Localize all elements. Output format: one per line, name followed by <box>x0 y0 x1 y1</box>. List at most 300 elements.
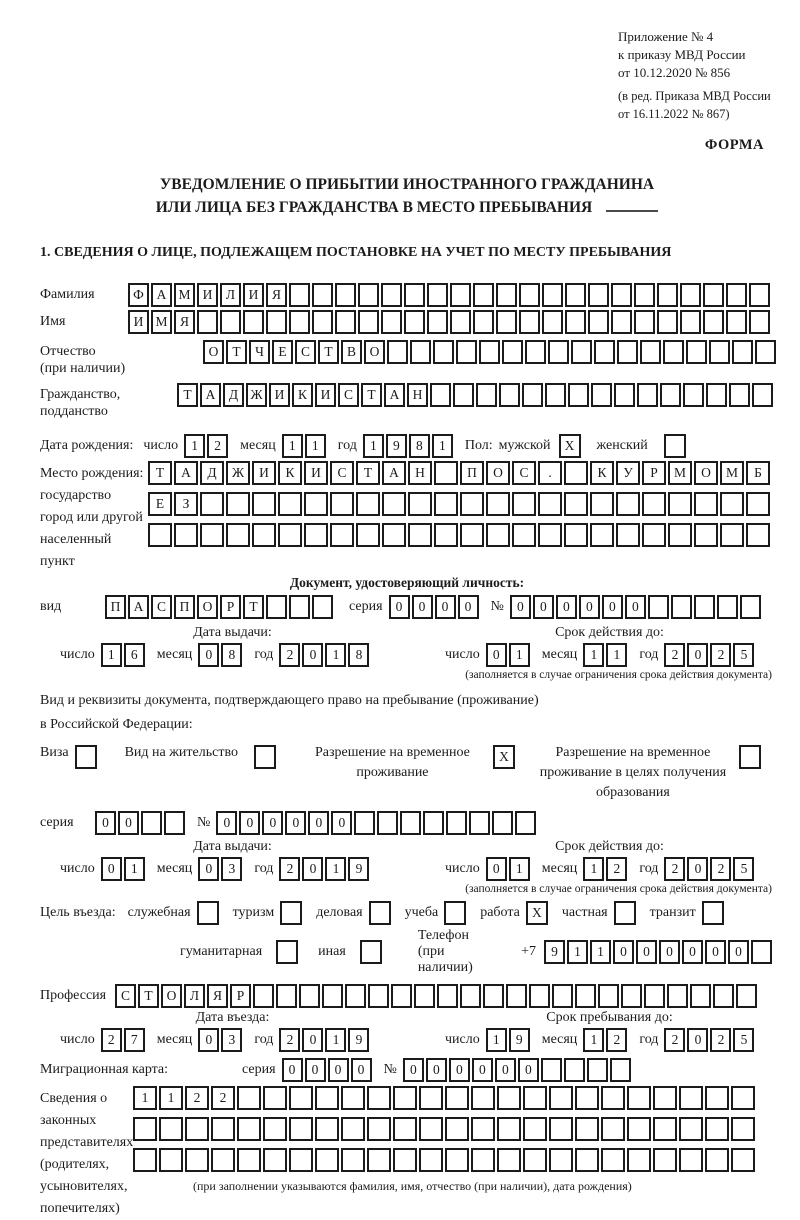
form-cell[interactable] <box>404 283 425 307</box>
form-cell[interactable] <box>634 310 655 334</box>
form-cell[interactable]: О <box>364 340 385 364</box>
form-cell[interactable] <box>705 1086 729 1110</box>
form-cell[interactable] <box>746 492 770 516</box>
form-cell[interactable]: Д <box>200 461 224 485</box>
form-cell[interactable] <box>731 1117 755 1141</box>
form-cell[interactable] <box>450 310 471 334</box>
form-cell[interactable]: 0 <box>687 1028 708 1052</box>
form-cell[interactable] <box>746 523 770 547</box>
form-cell[interactable]: 0 <box>687 643 708 667</box>
form-cell[interactable] <box>360 940 382 964</box>
form-cell[interactable] <box>590 492 614 516</box>
form-cell[interactable]: И <box>304 461 328 485</box>
form-cell[interactable] <box>315 1086 339 1110</box>
form-cell[interactable] <box>587 1058 608 1082</box>
form-cell[interactable] <box>408 523 432 547</box>
form-cell[interactable]: Л <box>220 283 241 307</box>
form-cell[interactable]: В <box>341 340 362 364</box>
form-cell[interactable] <box>367 1086 391 1110</box>
form-cell[interactable]: Е <box>272 340 293 364</box>
form-cell[interactable]: 0 <box>101 857 122 881</box>
form-cell[interactable] <box>752 383 773 407</box>
form-cell[interactable] <box>419 1117 443 1141</box>
form-cell[interactable]: Ж <box>226 461 250 485</box>
form-cell[interactable] <box>393 1117 417 1141</box>
form-cell[interactable] <box>640 340 661 364</box>
form-cell[interactable] <box>571 340 592 364</box>
form-cell[interactable] <box>433 340 454 364</box>
form-cell[interactable]: 1 <box>567 940 588 964</box>
form-cell[interactable] <box>450 283 471 307</box>
form-cell[interactable] <box>568 383 589 407</box>
form-cell[interactable]: Я <box>207 984 228 1008</box>
form-cell[interactable]: 8 <box>409 434 430 458</box>
form-cell[interactable] <box>469 811 490 835</box>
form-cell[interactable]: 0 <box>198 857 219 881</box>
form-cell[interactable] <box>621 984 642 1008</box>
form-cell[interactable]: И <box>243 283 264 307</box>
form-cell[interactable] <box>345 984 366 1008</box>
form-cell[interactable] <box>479 340 500 364</box>
form-cell[interactable] <box>591 383 612 407</box>
form-cell[interactable] <box>159 1117 183 1141</box>
form-cell[interactable]: 7 <box>124 1028 145 1052</box>
form-cell[interactable]: 1 <box>101 643 122 667</box>
form-cell[interactable] <box>690 984 711 1008</box>
form-cell[interactable] <box>456 340 477 364</box>
form-cell[interactable]: С <box>295 340 316 364</box>
form-cell[interactable] <box>460 523 484 547</box>
form-cell[interactable] <box>473 310 494 334</box>
form-cell[interactable]: 2 <box>185 1086 209 1110</box>
form-cell[interactable] <box>601 1117 625 1141</box>
form-cell[interactable] <box>220 310 241 334</box>
form-cell[interactable] <box>601 1148 625 1172</box>
form-cell[interactable] <box>471 1086 495 1110</box>
form-cell[interactable] <box>627 1148 651 1172</box>
form-cell[interactable] <box>266 595 287 619</box>
form-cell[interactable] <box>588 310 609 334</box>
form-cell[interactable]: 1 <box>133 1086 157 1110</box>
form-cell[interactable]: 1 <box>590 940 611 964</box>
form-cell[interactable] <box>330 492 354 516</box>
form-cell[interactable] <box>575 1148 599 1172</box>
form-cell[interactable]: 9 <box>348 857 369 881</box>
form-cell[interactable]: К <box>278 461 302 485</box>
form-cell[interactable] <box>382 523 406 547</box>
form-cell[interactable] <box>133 1148 157 1172</box>
form-cell[interactable] <box>496 283 517 307</box>
form-cell[interactable]: 1 <box>486 1028 507 1052</box>
form-cell[interactable]: 0 <box>659 940 680 964</box>
form-cell[interactable] <box>473 283 494 307</box>
form-cell[interactable]: 0 <box>613 940 634 964</box>
form-cell[interactable]: С <box>115 984 136 1008</box>
form-cell[interactable]: 0 <box>486 643 507 667</box>
form-cell[interactable] <box>522 383 543 407</box>
form-cell[interactable] <box>356 492 380 516</box>
form-cell[interactable]: 1 <box>509 857 530 881</box>
form-cell[interactable]: 1 <box>583 1028 604 1052</box>
form-cell[interactable] <box>668 523 692 547</box>
form-cell[interactable] <box>226 492 250 516</box>
form-cell[interactable]: 5 <box>733 857 754 881</box>
form-cell[interactable] <box>713 984 734 1008</box>
form-cell[interactable] <box>529 984 550 1008</box>
form-cell[interactable] <box>667 984 688 1008</box>
form-cell[interactable]: Е <box>148 492 172 516</box>
form-cell[interactable] <box>497 1117 521 1141</box>
form-cell[interactable]: 0 <box>198 643 219 667</box>
form-cell[interactable]: П <box>105 595 126 619</box>
form-cell[interactable]: 1 <box>606 643 627 667</box>
form-cell[interactable]: С <box>151 595 172 619</box>
form-cell[interactable]: 1 <box>583 857 604 881</box>
form-cell[interactable] <box>226 523 250 547</box>
form-cell[interactable] <box>304 523 328 547</box>
form-cell[interactable] <box>614 383 635 407</box>
form-cell[interactable] <box>751 940 772 964</box>
form-cell[interactable] <box>197 901 219 925</box>
form-cell[interactable] <box>564 492 588 516</box>
form-cell[interactable] <box>486 492 510 516</box>
form-cell[interactable] <box>506 984 527 1008</box>
form-cell[interactable]: О <box>486 461 510 485</box>
form-cell[interactable]: Ч <box>249 340 270 364</box>
form-cell[interactable]: 2 <box>279 857 300 881</box>
form-cell[interactable] <box>634 283 655 307</box>
form-cell[interactable]: 1 <box>325 643 346 667</box>
form-cell[interactable]: М <box>720 461 744 485</box>
form-cell[interactable]: С <box>330 461 354 485</box>
form-cell[interactable] <box>445 1086 469 1110</box>
form-cell[interactable] <box>598 984 619 1008</box>
form-cell[interactable]: 1 <box>325 857 346 881</box>
form-cell[interactable] <box>266 310 287 334</box>
form-cell[interactable]: 1 <box>305 434 326 458</box>
form-cell[interactable]: 0 <box>118 811 139 835</box>
form-cell[interactable]: Д <box>223 383 244 407</box>
form-cell[interactable]: 9 <box>386 434 407 458</box>
form-cell[interactable]: 1 <box>509 643 530 667</box>
form-cell[interactable]: И <box>197 283 218 307</box>
form-cell[interactable]: 1 <box>184 434 205 458</box>
form-cell[interactable] <box>664 434 686 458</box>
form-cell[interactable] <box>732 340 753 364</box>
form-cell[interactable]: Р <box>642 461 666 485</box>
form-cell[interactable]: А <box>200 383 221 407</box>
form-cell[interactable] <box>427 310 448 334</box>
form-cell[interactable]: 0 <box>198 1028 219 1052</box>
form-cell[interactable] <box>437 984 458 1008</box>
form-cell[interactable] <box>729 383 750 407</box>
form-cell[interactable] <box>141 811 162 835</box>
form-cell[interactable]: 0 <box>579 595 600 619</box>
form-cell[interactable] <box>683 383 704 407</box>
form-cell[interactable]: 2 <box>710 857 731 881</box>
form-cell[interactable] <box>312 283 333 307</box>
form-cell[interactable] <box>354 811 375 835</box>
form-cell[interactable] <box>706 383 727 407</box>
form-cell[interactable] <box>642 523 666 547</box>
form-cell[interactable] <box>252 492 276 516</box>
form-cell[interactable] <box>367 1148 391 1172</box>
form-cell[interactable] <box>211 1117 235 1141</box>
form-cell[interactable] <box>680 310 701 334</box>
form-cell[interactable] <box>755 340 776 364</box>
form-cell[interactable] <box>330 523 354 547</box>
form-cell[interactable] <box>312 595 333 619</box>
form-cell[interactable] <box>552 984 573 1008</box>
form-cell[interactable] <box>496 310 517 334</box>
form-cell[interactable]: 0 <box>302 643 323 667</box>
form-cell[interactable] <box>731 1086 755 1110</box>
form-cell[interactable] <box>280 901 302 925</box>
form-cell[interactable]: 0 <box>602 595 623 619</box>
form-cell[interactable]: О <box>694 461 718 485</box>
form-cell[interactable] <box>519 283 540 307</box>
form-cell[interactable] <box>499 383 520 407</box>
form-cell[interactable]: 0 <box>435 595 456 619</box>
form-cell[interactable]: Т <box>243 595 264 619</box>
form-cell[interactable]: 2 <box>664 1028 685 1052</box>
form-cell[interactable]: А <box>128 595 149 619</box>
form-cell[interactable] <box>657 310 678 334</box>
form-cell[interactable]: Р <box>220 595 241 619</box>
form-cell[interactable] <box>445 1117 469 1141</box>
form-cell[interactable] <box>538 492 562 516</box>
form-cell[interactable]: 0 <box>518 1058 539 1082</box>
form-cell[interactable] <box>703 283 724 307</box>
form-cell[interactable] <box>312 310 333 334</box>
form-cell[interactable] <box>393 1086 417 1110</box>
form-cell[interactable] <box>502 340 523 364</box>
form-cell[interactable]: 2 <box>279 643 300 667</box>
form-cell[interactable] <box>276 984 297 1008</box>
form-cell[interactable] <box>252 523 276 547</box>
form-cell[interactable] <box>368 984 389 1008</box>
form-cell[interactable] <box>335 283 356 307</box>
form-cell[interactable]: О <box>161 984 182 1008</box>
form-cell[interactable] <box>594 340 615 364</box>
form-cell[interactable] <box>565 283 586 307</box>
form-cell[interactable] <box>590 523 614 547</box>
form-cell[interactable] <box>519 310 540 334</box>
form-cell[interactable] <box>356 523 380 547</box>
form-cell[interactable]: 8 <box>221 643 242 667</box>
form-cell[interactable] <box>387 340 408 364</box>
form-cell[interactable]: 0 <box>403 1058 424 1082</box>
form-cell[interactable]: 0 <box>510 595 531 619</box>
form-cell[interactable] <box>289 1086 313 1110</box>
form-cell[interactable] <box>497 1086 521 1110</box>
form-cell[interactable]: 2 <box>606 1028 627 1052</box>
form-cell[interactable]: П <box>460 461 484 485</box>
form-cell[interactable]: К <box>590 461 614 485</box>
form-cell[interactable] <box>541 1058 562 1082</box>
form-cell[interactable] <box>542 283 563 307</box>
form-cell[interactable] <box>653 1086 677 1110</box>
form-cell[interactable] <box>657 283 678 307</box>
form-cell[interactable] <box>289 1117 313 1141</box>
form-cell[interactable]: 1 <box>282 434 303 458</box>
form-cell[interactable]: 1 <box>363 434 384 458</box>
form-cell[interactable]: 0 <box>262 811 283 835</box>
form-cell[interactable]: С <box>512 461 536 485</box>
form-cell[interactable] <box>523 1086 547 1110</box>
form-cell[interactable] <box>341 1117 365 1141</box>
form-cell[interactable]: Б <box>746 461 770 485</box>
form-cell[interactable] <box>381 283 402 307</box>
form-cell[interactable] <box>549 1117 573 1141</box>
form-cell[interactable]: 0 <box>389 595 410 619</box>
form-cell[interactable] <box>575 984 596 1008</box>
form-cell[interactable]: 2 <box>211 1086 235 1110</box>
form-cell[interactable] <box>341 1086 365 1110</box>
form-cell[interactable] <box>133 1117 157 1141</box>
form-cell[interactable] <box>644 984 665 1008</box>
form-cell[interactable]: П <box>174 595 195 619</box>
form-cell[interactable] <box>483 984 504 1008</box>
form-cell[interactable]: Ф <box>128 283 149 307</box>
form-cell[interactable] <box>434 492 458 516</box>
form-cell[interactable] <box>564 1058 585 1082</box>
form-cell[interactable] <box>739 745 761 769</box>
form-cell[interactable]: 1 <box>124 857 145 881</box>
form-cell[interactable] <box>75 745 97 769</box>
form-cell[interactable]: 9 <box>544 940 565 964</box>
form-cell[interactable] <box>322 984 343 1008</box>
form-cell[interactable] <box>358 310 379 334</box>
form-cell[interactable] <box>694 595 715 619</box>
form-cell[interactable] <box>159 1148 183 1172</box>
form-cell[interactable] <box>148 523 172 547</box>
form-cell[interactable] <box>668 492 692 516</box>
form-cell[interactable] <box>237 1117 261 1141</box>
form-cell[interactable] <box>705 1117 729 1141</box>
form-cell[interactable]: 2 <box>606 857 627 881</box>
form-cell[interactable]: 0 <box>412 595 433 619</box>
form-cell[interactable] <box>423 811 444 835</box>
form-cell[interactable] <box>525 340 546 364</box>
form-cell[interactable]: 0 <box>331 811 352 835</box>
form-cell[interactable] <box>611 283 632 307</box>
form-cell[interactable] <box>720 523 744 547</box>
form-cell[interactable]: 6 <box>124 643 145 667</box>
form-cell[interactable]: М <box>174 283 195 307</box>
form-cell[interactable] <box>335 310 356 334</box>
form-cell[interactable] <box>410 340 431 364</box>
form-cell[interactable] <box>185 1148 209 1172</box>
form-cell[interactable]: Т <box>177 383 198 407</box>
form-cell[interactable] <box>564 461 588 485</box>
form-cell[interactable] <box>299 984 320 1008</box>
form-cell[interactable]: Ж <box>246 383 267 407</box>
form-cell[interactable]: . <box>538 461 562 485</box>
form-cell[interactable] <box>679 1086 703 1110</box>
form-cell[interactable] <box>237 1148 261 1172</box>
form-cell[interactable]: 0 <box>285 811 306 835</box>
form-cell[interactable]: 0 <box>687 857 708 881</box>
form-cell[interactable] <box>263 1148 287 1172</box>
form-cell[interactable] <box>627 1086 651 1110</box>
form-cell[interactable]: И <box>315 383 336 407</box>
form-cell[interactable]: 0 <box>472 1058 493 1082</box>
form-cell[interactable] <box>720 492 744 516</box>
form-cell[interactable]: X <box>526 901 548 925</box>
form-cell[interactable] <box>304 492 328 516</box>
form-cell[interactable] <box>616 523 640 547</box>
form-cell[interactable] <box>419 1086 443 1110</box>
form-cell[interactable] <box>575 1117 599 1141</box>
form-cell[interactable] <box>614 901 636 925</box>
form-cell[interactable] <box>444 901 466 925</box>
form-cell[interactable] <box>680 283 701 307</box>
form-cell[interactable]: 0 <box>682 940 703 964</box>
form-cell[interactable]: 0 <box>533 595 554 619</box>
form-cell[interactable] <box>694 492 718 516</box>
form-cell[interactable] <box>471 1148 495 1172</box>
form-cell[interactable] <box>315 1117 339 1141</box>
form-cell[interactable]: 0 <box>556 595 577 619</box>
form-cell[interactable] <box>367 1117 391 1141</box>
form-cell[interactable]: А <box>382 461 406 485</box>
form-cell[interactable] <box>404 310 425 334</box>
form-cell[interactable] <box>617 340 638 364</box>
form-cell[interactable]: М <box>151 310 172 334</box>
form-cell[interactable]: 2 <box>101 1028 122 1052</box>
form-cell[interactable] <box>512 492 536 516</box>
form-cell[interactable] <box>211 1148 235 1172</box>
form-cell[interactable] <box>627 1117 651 1141</box>
form-cell[interactable]: 0 <box>239 811 260 835</box>
form-cell[interactable] <box>430 383 451 407</box>
form-cell[interactable] <box>263 1117 287 1141</box>
form-cell[interactable] <box>616 492 640 516</box>
form-cell[interactable]: А <box>151 283 172 307</box>
form-cell[interactable] <box>434 461 458 485</box>
form-cell[interactable] <box>254 745 276 769</box>
form-cell[interactable] <box>548 340 569 364</box>
form-cell[interactable]: О <box>203 340 224 364</box>
form-cell[interactable] <box>263 1086 287 1110</box>
form-cell[interactable]: 0 <box>302 1028 323 1052</box>
form-cell[interactable]: 0 <box>705 940 726 964</box>
form-cell[interactable]: 0 <box>282 1058 303 1082</box>
form-cell[interactable]: Т <box>356 461 380 485</box>
form-cell[interactable] <box>545 383 566 407</box>
form-cell[interactable] <box>749 310 770 334</box>
form-cell[interactable]: Я <box>174 310 195 334</box>
form-cell[interactable] <box>200 492 224 516</box>
form-cell[interactable]: 1 <box>583 643 604 667</box>
form-cell[interactable]: С <box>338 383 359 407</box>
form-cell[interactable]: 0 <box>458 595 479 619</box>
form-cell[interactable] <box>471 1117 495 1141</box>
form-cell[interactable] <box>289 310 310 334</box>
form-cell[interactable] <box>276 940 298 964</box>
form-cell[interactable]: Н <box>407 383 428 407</box>
form-cell[interactable]: 2 <box>279 1028 300 1052</box>
form-cell[interactable]: 0 <box>305 1058 326 1082</box>
form-cell[interactable]: 0 <box>495 1058 516 1082</box>
form-cell[interactable]: Т <box>148 461 172 485</box>
form-cell[interactable]: 0 <box>351 1058 372 1082</box>
form-cell[interactable] <box>289 595 310 619</box>
form-cell[interactable] <box>523 1117 547 1141</box>
form-cell[interactable] <box>486 523 510 547</box>
form-cell[interactable]: 0 <box>95 811 116 835</box>
